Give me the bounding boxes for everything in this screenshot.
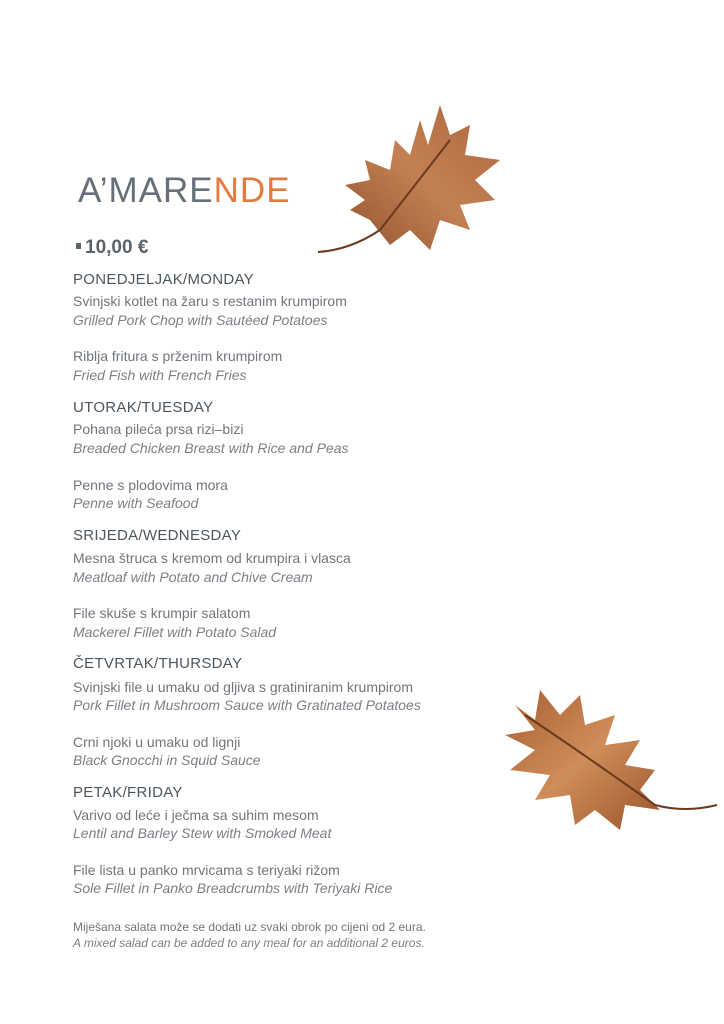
autumn-leaf-image-top	[310, 100, 520, 260]
dish-hr: Svinjski kotlet na žaru s restanim krumpirom	[73, 293, 347, 309]
dish-en: Fried Fish with French Fries	[73, 367, 247, 383]
dish-hr: Varivo od leće i ječma sa suhim mesom	[73, 807, 319, 823]
bullet-icon	[76, 243, 81, 249]
dish-en: Pork Fillet in Mushroom Sauce with Gratinated Potatoes	[73, 697, 421, 713]
price	[76, 238, 148, 257]
day-heading: SRIJEDA/WEDNESDAY	[73, 527, 242, 544]
day-heading: ČETVRTAK/THURSDAY	[73, 655, 243, 672]
day-heading: PONEDJELJAK/MONDAY	[73, 271, 254, 288]
dish-en: Grilled Pork Chop with Sautéed Potatoes	[73, 312, 328, 328]
dish-hr: File skuše s krumpir salatom	[73, 605, 251, 621]
dish-en: Breaded Chicken Breast with Rice and Peas	[73, 440, 349, 456]
dish-en: Lentil and Barley Stew with Smoked Meat	[73, 825, 332, 841]
dish-hr: Pohana pileća prsa rizi–bizi	[73, 421, 244, 437]
dish-en: Penne with Seafood	[73, 495, 199, 511]
footer-note-hr: Miješana salata može se dodati uz svaki obrok po cijeni od 2 eura.	[73, 920, 426, 934]
dish-hr: Penne s plodovima mora	[73, 477, 228, 493]
page-title	[78, 173, 291, 208]
dish-hr: Riblja fritura s prženim krumpirom	[73, 348, 283, 364]
price-value: 10,00 €	[85, 237, 149, 258]
dish-en: Mackerel Fillet with Potato Salad	[73, 624, 277, 640]
day-heading: PETAK/FRIDAY	[73, 784, 183, 801]
dish-en: Sole Fillet in Panko Breadcrumbs with Teriyaki Rice	[73, 880, 393, 896]
dish-hr: Mesna štruca s kremom od krumpira i vlasca	[73, 550, 351, 566]
dish-en: Black Gnocchi in Squid Sauce	[73, 752, 261, 768]
footer-note-en: A mixed salad can be added to any meal for an additional 2 euros.	[73, 936, 425, 950]
dish-hr: File lista u panko mrvicama s teriyaki rižom	[73, 862, 340, 878]
dish-hr: Crni njoki u umaku od lignji	[73, 734, 241, 750]
dish-en: Meatloaf with Potato and Chive Cream	[73, 569, 313, 585]
title-accent: NDE	[213, 171, 291, 210]
autumn-leaf-image-bottom	[505, 685, 720, 835]
day-heading: UTORAK/TUESDAY	[73, 399, 214, 416]
dish-hr: Svinjski file u umaku od gljiva s gratiniranim krumpirom	[73, 679, 414, 695]
title-main: A’MARE	[78, 171, 214, 210]
